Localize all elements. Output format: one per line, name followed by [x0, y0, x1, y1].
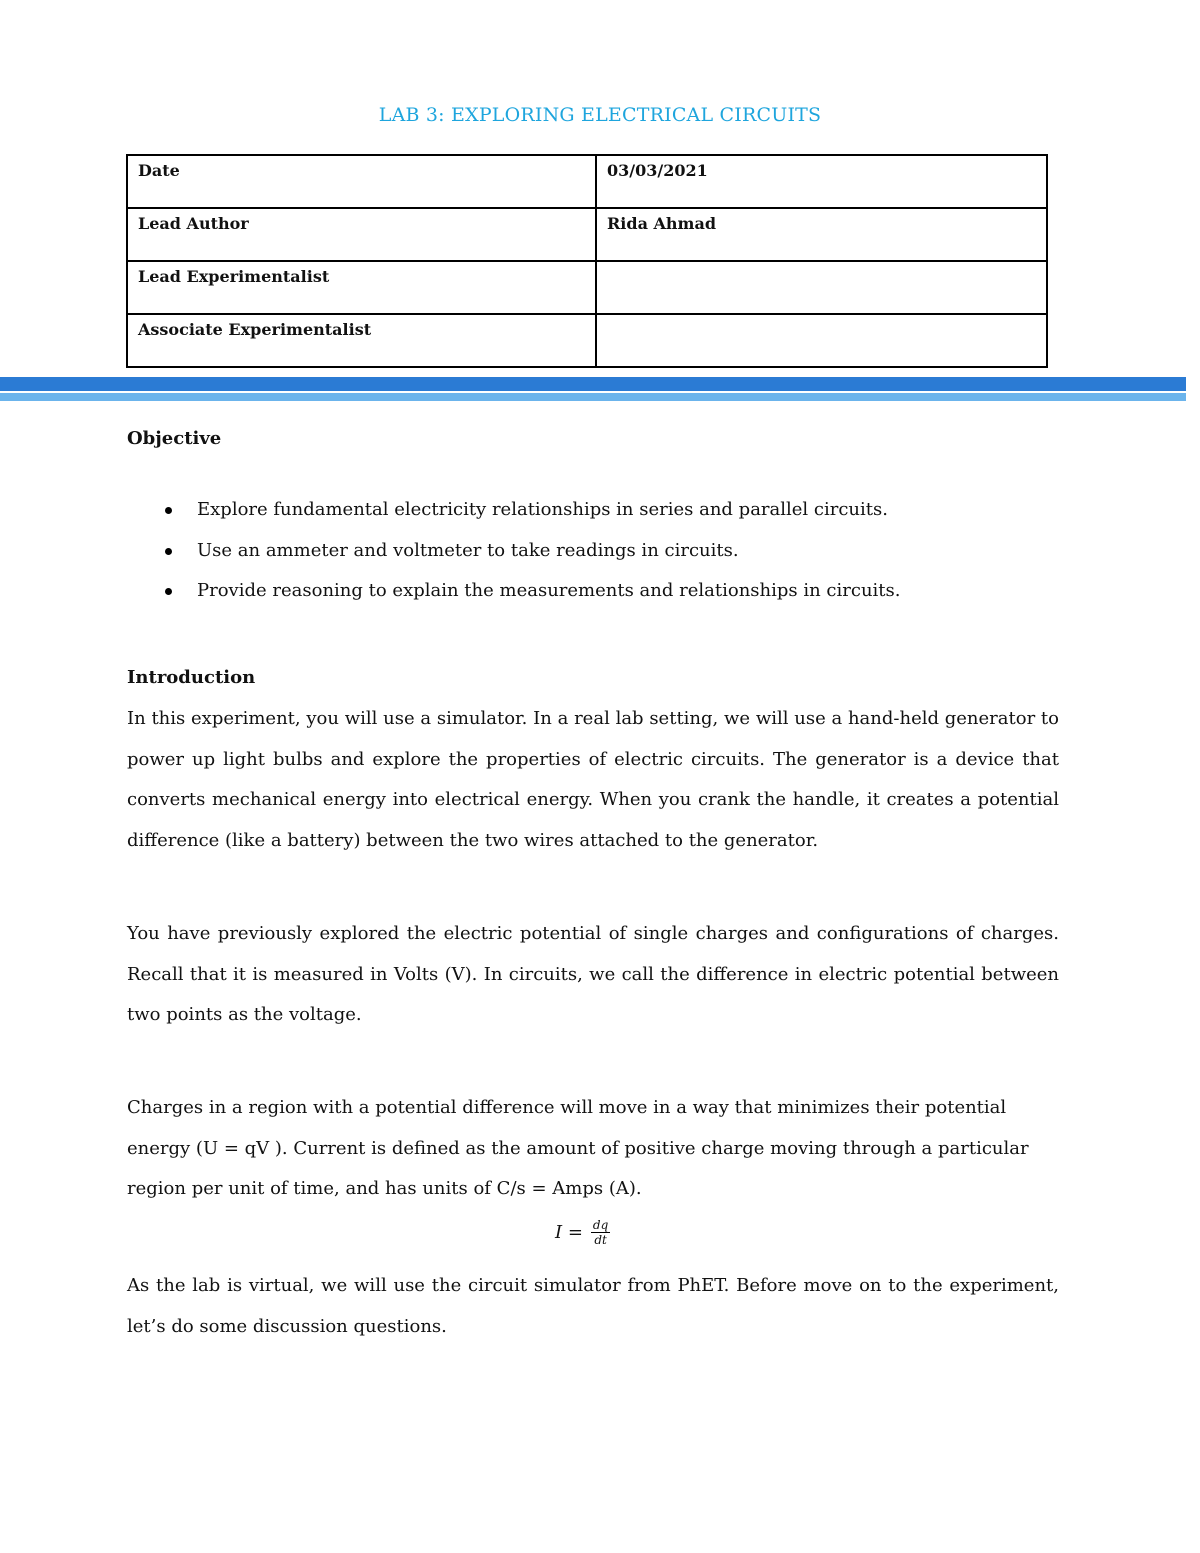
objective-item-text: Use an ammeter and voltmeter to take readings in circuits. [197, 539, 739, 561]
bullet-icon [165, 588, 172, 595]
intro-paragraph-1: In this experiment, you will use a simulator. In a real lab setting, we will use a hand-held generator to power up light bulbs and explore the properties of electric circuits. The generator is a device that converts mechanical energy into electrical energy. When you crank the handle, it creates a potential difference (like a battery) between the two wires attached to the generator. [127, 708, 1059, 852]
equation-numerator: dq [592, 1218, 609, 1232]
divider-band-light [0, 393, 1186, 401]
document-title: LAB 3: EXPLORING ELECTRICAL CIRCUITS [378, 104, 822, 126]
date-value: 03/03/2021 [596, 155, 1047, 208]
current-equation [555, 1218, 675, 1247]
lead-author-label: Lead Author [127, 208, 596, 261]
bullet-icon [165, 507, 172, 514]
info-table [126, 154, 1048, 368]
associate-experimentalist-label: Associate Experimentalist [127, 314, 596, 367]
equation-denominator: dt [594, 1233, 607, 1247]
list-item [127, 576, 1067, 617]
associate-experimentalist-value [596, 314, 1047, 367]
lead-author-value: Rida Ahmad [596, 208, 1047, 261]
divider-band-dark [0, 377, 1186, 391]
equation-fraction [591, 1218, 610, 1247]
list-item [127, 536, 1067, 577]
objective-heading: Objective [127, 428, 222, 449]
table-row [127, 208, 1047, 261]
objective-item-text: Provide reasoning to explain the measurements and relationships in circuits. [197, 580, 901, 601]
lead-experimentalist-label: Lead Experimentalist [127, 261, 596, 314]
equation-lhs: I = [555, 1222, 583, 1243]
introduction-heading: Introduction [127, 667, 256, 688]
table-row [127, 155, 1047, 208]
lead-experimentalist-value [596, 261, 1047, 314]
intro-paragraph-4: As the lab is virtual, we will use the circuit simulator from PhET. Before move on to the experiment, let’s do some discussion questions. [127, 1275, 1059, 1337]
list-item [127, 495, 1067, 536]
intro-paragraph-3: Charges in a region with a potential difference will move in a way that minimizes their potential energy (U = qV ). Current is defined as the amount of positive charge moving through a particular region per unit of time, and has units of C/s = Amps (A). [127, 1097, 1029, 1200]
table-row [127, 314, 1047, 367]
intro-paragraph-2: You have previously explored the electric potential of single charges and configurations of charges. Recall that it is measured in Volts (V). In circuits, we call the difference in electric potential between two points as the voltage. [127, 923, 1059, 1026]
date-label: Date [127, 155, 596, 208]
objective-list [127, 495, 1067, 617]
objective-item-text: Explore fundamental electricity relationships in series and parallel circuits. [197, 499, 888, 520]
table-row [127, 261, 1047, 314]
bullet-icon [165, 548, 172, 555]
